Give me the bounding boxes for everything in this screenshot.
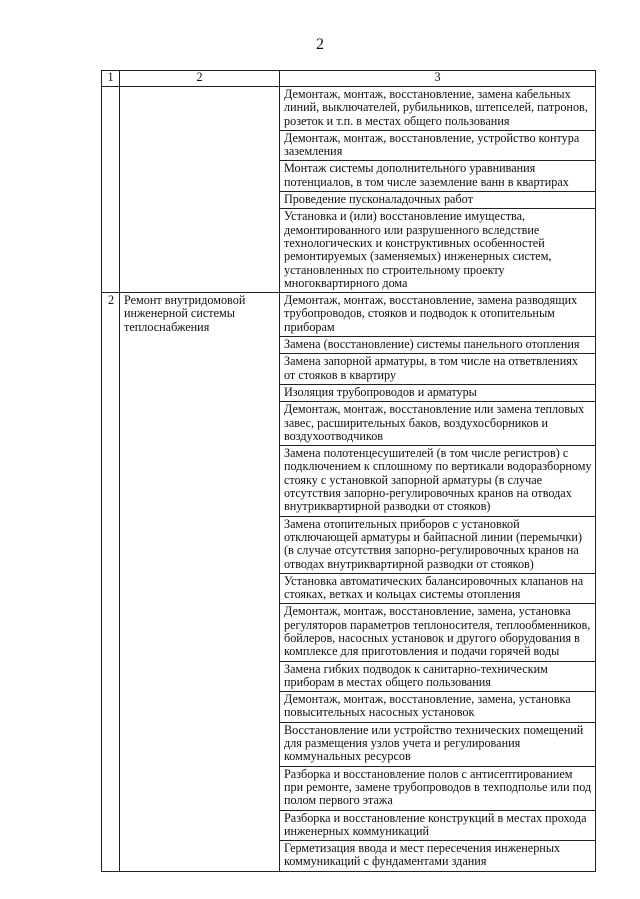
work-item: Замена отопительных приборов с установкой отключающей арматуры и байпасной линии (перемычки) (в случае отсутствия запорно-регулировочных кранов на отводах внутриквартирной разводки от стояков) — [280, 516, 596, 573]
work-item: Разборка и восстановление полов с антисептированием при ремонте, замене трубопроводов в техподполье или под полом первого этажа — [280, 766, 596, 810]
work-item: Изоляция трубопроводов и арматуры — [280, 384, 596, 401]
header-col-2: 2 — [120, 71, 280, 87]
table-header-row — [102, 71, 596, 87]
work-item: Демонтаж, монтаж, восстановление, замена разводящих трубопроводов, стояков и подводок к отопительным приборам — [280, 293, 596, 337]
table-row — [102, 87, 596, 131]
section-name: Ремонт внутридомовой инженерной системы теплоснабжения — [120, 293, 280, 872]
work-item: Демонтаж, монтаж, восстановление, устройство контура заземления — [280, 130, 596, 161]
section1-number-cell — [102, 87, 120, 293]
section-number: 2 — [102, 293, 120, 872]
work-item: Установка и (или) восстановление имущества, демонтированного или разрушенного вследствие технологических и конструктивных особенностей ремонтируемых (заменяемых) инженерных систем, установленных по строительному проекту многоквартирного дома — [280, 209, 596, 293]
work-item: Проведение пусконаладочных работ — [280, 192, 596, 209]
work-item: Восстановление или устройство технических помещений для размещения узлов учета и регулирования коммунальных ресурсов — [280, 722, 596, 766]
work-item: Герметизация ввода и мест пересечения инженерных коммуникаций с фундаментами здания — [280, 841, 596, 872]
work-item: Монтаж системы дополнительного уравнивания потенциалов, в том числе заземление ванн в квартирах — [280, 161, 596, 192]
works-table — [101, 70, 596, 872]
page-number: 2 — [316, 36, 324, 53]
work-item: Замена запорной арматуры, в том числе на ответвлениях от стояков в квартиру — [280, 354, 596, 385]
header-col-3: 3 — [280, 71, 596, 87]
work-item: Замена полотенцесушителей (в том числе регистров) с подключением к сплошному по вертикали водоразборному стояку с установкой запорной арматуры (в случае отсутствия запорно-регулировочных кранов на отводах внутриквартирной разводки от стояков) — [280, 446, 596, 516]
work-item: Замена гибких подводок к санитарно-техническим приборам в местах общего пользования — [280, 661, 596, 692]
section1-name-cell — [120, 87, 280, 293]
work-item: Демонтаж, монтаж, восстановление, замена, установка регуляторов параметров теплоносителя, теплообменников, бойлеров, насосных установок и другого оборудования в комплексе для приготовления и подачи горячей воды — [280, 604, 596, 661]
work-item: Демонтаж, монтаж, восстановление, замена кабельных линий, выключателей, рубильников, штепселей, патронов, розеток и т.п. в местах общего пользования — [280, 87, 596, 131]
work-item: Демонтаж, монтаж, восстановление или замена тепловых завес, расширительных баков, воздухосборников и воздухоотводчиков — [280, 402, 596, 446]
header-col-1: 1 — [102, 71, 120, 87]
work-item: Установка автоматических балансировочных клапанов на стояках, ветках и кольцах системы отопления — [280, 573, 596, 604]
table-row — [102, 293, 596, 337]
work-item: Демонтаж, монтаж, восстановление, замена, установка повысительных насосных установок — [280, 692, 596, 723]
work-item: Замена (восстановление) системы панельного отопления — [280, 337, 596, 354]
work-item: Разборка и восстановление конструкций в местах прохода инженерных коммуникаций — [280, 810, 596, 841]
